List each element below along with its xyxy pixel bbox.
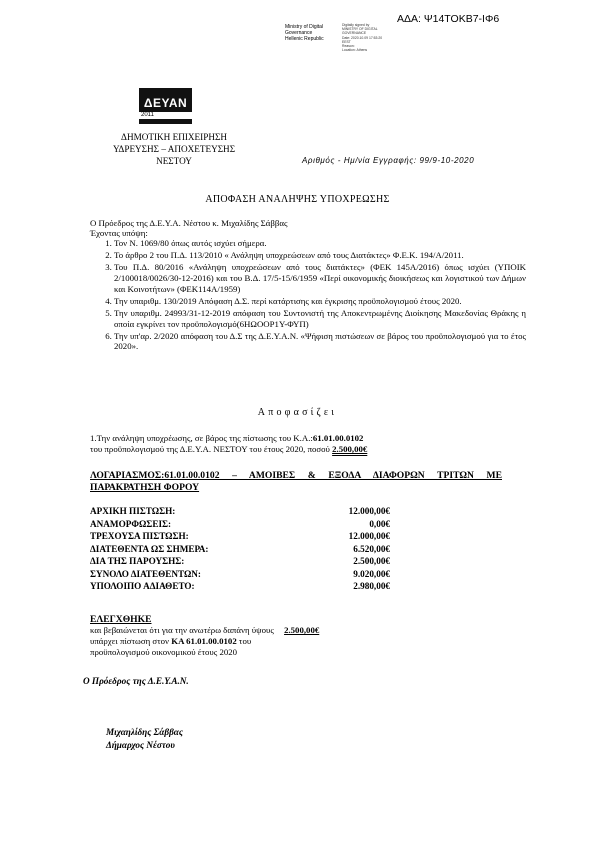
financial-value: 0,00€ [369, 518, 390, 529]
list-item: 3. Του Π.Δ. 80/2016 «Ανάληψη υποχρεώσεων από τους διατάκτες» (ΦΕΚ 145Α/2016) όπως ισχύει (ΥΠΟΙΚ 2/100018/0026/30-12-2016) και του Β.Δ. 17/5-15/6/1959 «Περί οικονομικής διοικήσεως και λογιστικού των Δήμων και Κοινοτήτων» (ΦΕΚ114Α/1959) [114, 262, 526, 294]
deyan-logo [139, 88, 192, 124]
digital-signature-line: Date: 2020.10.09 17:53:20 [342, 35, 383, 40]
signatory-block [106, 726, 183, 752]
decision-line-2 [90, 444, 367, 455]
digital-signature-line: Digitally signed by [342, 23, 370, 27]
digital-signature-line: Location: Athens [342, 48, 368, 53]
decision-text: 1.Την ανάληψη υποχρέωσης, σε βάρος της πίστωσης του Κ.Α.: [90, 433, 313, 443]
financial-row [90, 519, 390, 532]
org-line-3: ΝΕΣΤΟΥ [156, 156, 192, 166]
ministry-line-3: Hellenic Republic [285, 36, 324, 42]
logo-bottom-bar [139, 119, 192, 124]
financial-value: 2.500,00€ [353, 556, 390, 566]
financial-value: 2.980,00€ [353, 581, 390, 591]
financial-label: ΣΥΝΟΛΟ ΔΙΑΤΕΘΕΝΤΩΝ: [90, 568, 201, 579]
list-item: 6. Την υπ'αρ. 2/2020 απόφαση του Δ.Σ της Δ.Ε.Υ.Α.Ν. «Ψήφιση πιστώσεων σε βάρος του προϋπολογισμού για το έτος 2020». [114, 331, 526, 352]
financial-row [90, 531, 390, 544]
ministry-line-2: Governance [285, 30, 313, 36]
organization-name [104, 131, 244, 167]
financials-table [90, 506, 390, 594]
financial-value: 12.000,00€ [348, 531, 390, 541]
list-item: 4. Την υπαριθμ. 130/2019 Απόφαση Δ.Σ. περί κατάρτισης και έγκρισης προϋπολογισμού έτους 2020. [114, 296, 526, 307]
financial-row [90, 556, 390, 569]
signatory-title: Δήμαρχος Νέστου [106, 740, 175, 750]
check-account-code: ΚΑ 61.01.00.0102 [171, 636, 237, 646]
ministry-line-1: Ministry of Digital [285, 24, 324, 30]
financial-label: ΔΙΑΤΕΘΕΝΤΑ ΩΣ ΣΗΜΕΡΑ: [90, 543, 209, 554]
financial-value: 6.520,00€ [353, 543, 390, 554]
checked-heading: ΕΛΕΓΧΘΗΚΕ [90, 614, 152, 625]
signatory-name: Μιχαηλίδης Σάββας [106, 727, 183, 737]
president-role: Ο Πρόεδρος της Δ.Ε.Υ.Α.Ν. [83, 676, 189, 686]
financial-label: ΑΝΑΜΟΡΦΩΣΕΙΣ: [90, 518, 172, 529]
financial-value: 12.000,00€ [348, 506, 390, 516]
logo-year: 2011 [141, 112, 154, 118]
document-title: ΑΠΟΦΑΣΗ ΑΝΑΛΗΨΗΣ ΥΠΟΧΡΕΩΣΗΣ [205, 194, 390, 205]
check-text: του [236, 636, 252, 646]
check-text: και βεβαιώνεται ότι για την ανωτέρω δαπάνη ύψους [90, 625, 277, 635]
financial-row [90, 569, 390, 582]
ada-code: ΑΔΑ: Ψ14ΤΟΚΒ7-ΙΦ6 [397, 13, 500, 25]
digital-signature-block [342, 23, 382, 52]
financial-row [90, 544, 390, 557]
check-amount: 2.500,00€ [284, 625, 320, 635]
financial-label: ΑΡΧΙΚΗ ΠΙΣΤΩΣΗ: [90, 506, 176, 516]
list-item: 5. Την υπαριθμ. 24993/31-12-2019 απόφαση του Συντονιστή της Αποκεντρωμένης Διοίκησης Μακεδονίας Θράκης η οποία εγκρίνει τον προϋπολογισμό(6ΗΩΟΟΡ1Υ-ΦΥΠ) [114, 308, 526, 329]
registration-number: Αριθμός - Ημ/νία Εγγραφής: 99/9-10-2020 [302, 156, 475, 165]
account-heading: ΛΟΓΑΡΙΑΣΜΟΣ:61.01.00.0102 – ΑΜΟΙΒΕΣ & ΕΞΟΔΑ ΔΙΑΦΟΡΩΝ ΤΡΙΤΩΝ ΜΕ ΠΑΡΑΚΡΑΤΗΣΗ ΦΟΡΟΥ [90, 470, 502, 493]
financial-label: ΔΙΑ ΤΗΣ ΠΑΡΟΥΣΗΣ: [90, 556, 185, 566]
financial-row [90, 506, 390, 519]
decision-account-code: 61.01.00.0102 [312, 433, 364, 443]
org-line-1: ΔΗΜΟΤΙΚΗ ΕΠΙΧΕΙΡΗΣΗ [121, 132, 227, 142]
logo-text: ΔΕΥΑΝ [139, 94, 192, 112]
digital-signature-line: EEST [342, 39, 351, 44]
digital-signature-line: GOVERNANCE [342, 31, 367, 36]
intro-line-2: Έχοντας υπόψη: [90, 228, 148, 238]
org-line-2: ΥΔΡΕΥΣΗΣ – ΑΠΟΧΕΤΕΥΣΗΣ [112, 144, 236, 154]
ministry-stamp [285, 24, 324, 42]
financial-row [90, 581, 390, 594]
financial-label: ΤΡΕΧΟΥΣΑ ΠΙΣΤΩΣΗ: [90, 531, 189, 541]
decides-heading: Αποφασίζει [257, 407, 338, 418]
digital-signature-line: MINISTRY OF DIGITAL [342, 27, 378, 32]
list-item: 1. Τον Ν. 1069/80 όπως αυτός ισχύει σήμερα. [114, 238, 526, 249]
list-item: 2. Το άρθρο 2 του Π.Δ. 113/2010 « Ανάληψη υποχρεώσεων από τους Διατάκτες» Φ.Ε.Κ. 194/Α/2011. [114, 250, 526, 261]
check-line-3: προϋπολογισμού οικονομικού έτους 2020 [90, 647, 238, 657]
financial-value: 9.020,00€ [353, 568, 390, 579]
check-line-2 [90, 636, 251, 647]
decision-line-1 [90, 433, 363, 444]
financial-label: ΥΠΟΛΟΙΠΟ ΑΔΙΑΘΕΤΟ: [90, 581, 195, 591]
considerations-list [90, 238, 526, 354]
decision-text: του προϋπολογισμού της Δ.Ε.Υ.Α. ΝΕΣΤΟΥ του έτους 2020, ποσού [90, 444, 333, 454]
check-text: υπάρχει πίστωση στον [90, 636, 172, 646]
intro-line-1: Ο Πρόεδρος της Δ.Ε.Υ.Α. Νέστου κ. Μιχαλίδης Σάββας [90, 218, 288, 228]
check-line-1 [90, 625, 319, 636]
digital-signature-line: Reason: [342, 44, 355, 49]
decision-amount: 2.500,00€ [332, 444, 368, 454]
